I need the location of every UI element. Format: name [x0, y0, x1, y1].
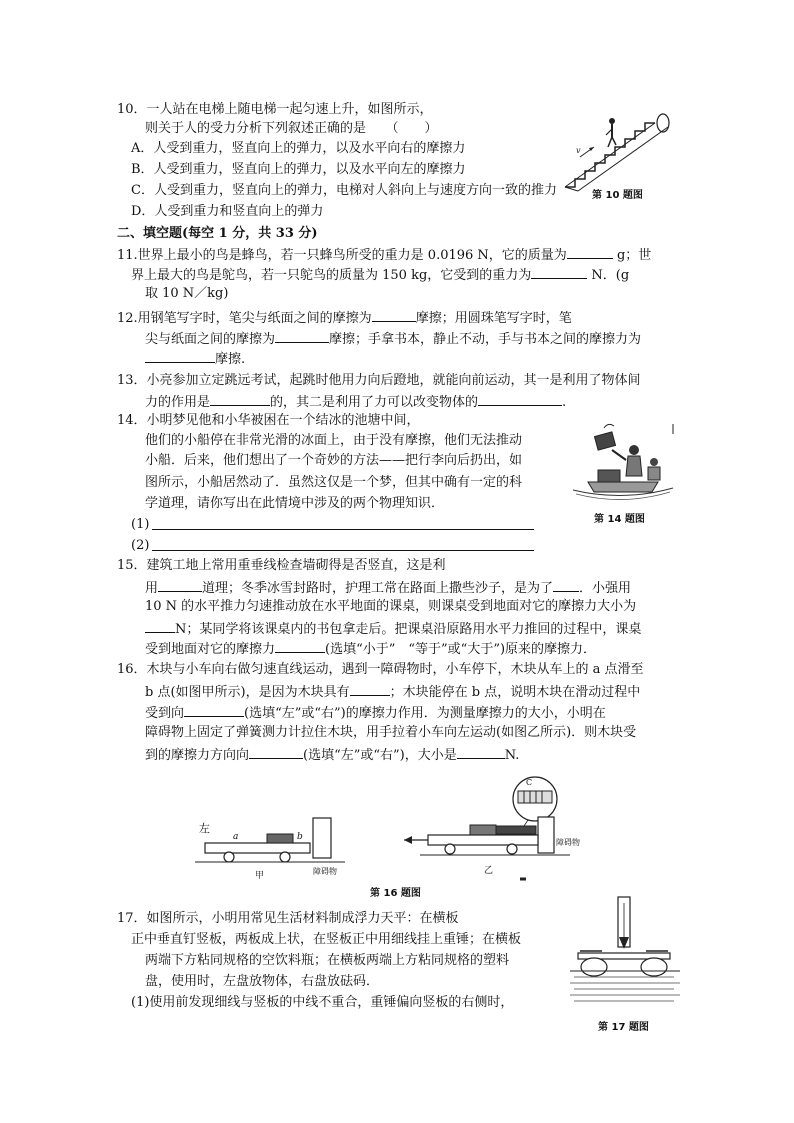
- q16-fig-obstacle2-label: 障碍物: [556, 838, 580, 847]
- q10-fig-v-label: v: [576, 146, 581, 155]
- q16-line1: 16．木块与小车向右做匀速直线运动，遇到一障碍物时，小车停下，木块从车上的 a 点滑至: [117, 662, 644, 677]
- q14-answer-2-label: (2): [131, 538, 150, 553]
- q12-line3-tail: 摩擦.: [215, 352, 246, 367]
- q14-answer-1-label: (1): [131, 517, 150, 532]
- q15-blank-4[interactable]: [275, 639, 325, 653]
- q17-balance-figure: [570, 893, 680, 1013]
- q15-line2-mid: 道理；冬季冰雪封路时，护理工常在路面上撒些沙子，是为了: [202, 581, 554, 596]
- q15-line5-text: 受到地面对它的摩擦力: [145, 642, 276, 657]
- q11-blank-mass[interactable]: [567, 245, 613, 259]
- q16-blank-4[interactable]: [457, 745, 505, 759]
- q16-fig-left-label: 左: [199, 822, 210, 835]
- q17-line5: (1)使用前发现细线与竖板的中线不重合，重锤偏向竖板的右侧时，: [131, 995, 514, 1010]
- q17-figure-caption: 第 17 题图: [598, 1022, 649, 1033]
- q14-figure-caption: 第 14 题图: [594, 514, 645, 525]
- q16-line3: [145, 703, 606, 723]
- q12-line1-text: 12.用钢笔写字时，笔尖与纸面之间的摩擦为: [117, 311, 372, 326]
- q16-figure-yi: [400, 775, 600, 885]
- q12-blank-3[interactable]: [145, 349, 215, 363]
- q11-blank-weight[interactable]: [531, 265, 587, 279]
- q14-answer-1-line[interactable]: [152, 528, 534, 530]
- q16-figure-caption: 第 16 题图: [370, 888, 421, 899]
- q12-line2-text: 尖与纸面之间的摩擦为: [145, 332, 276, 347]
- q12-blank-2[interactable]: [275, 329, 329, 343]
- q14-line1: 14．小明梦见他和小华被困在一个结冰的池塘中间，: [117, 413, 420, 428]
- q11-line3: 取 10 N／kg): [145, 286, 229, 301]
- q16-line2-text: b 点(如图甲所示)，是因为木块具有: [145, 685, 350, 700]
- q11-line1: [117, 245, 651, 265]
- q16-fig-b-label: b: [297, 832, 303, 842]
- q10-option-b: B．人受到重力，竖直向上的弹力，以及水平向左的摩擦力: [131, 162, 466, 177]
- q12-line2: [145, 329, 641, 349]
- q15-line5: [145, 639, 596, 659]
- q12-line3: [145, 349, 245, 369]
- q15-line5-tail: (选填“小于” “等于”或“大于”)原来的摩擦力．: [325, 642, 597, 657]
- q11-line2-tail: N．(g: [587, 268, 630, 283]
- q16-blank-1[interactable]: [350, 682, 390, 696]
- q15-blank-2[interactable]: [553, 578, 579, 592]
- q14-line5: 学道理，请你写出在此情境中涉及的两个物理知识．: [145, 496, 445, 511]
- q17-line1: 17．如图所示，小明用常见生活材料制成浮力天平：在横板: [117, 911, 459, 926]
- q15-line4-text: N；某同学将该课桌内的书包拿走后。把课桌沿原路用水平力推回的过程中，课桌: [175, 622, 642, 637]
- q16-fig-a-label: a: [233, 832, 239, 842]
- q16-line5: [145, 745, 519, 765]
- q16-figure-jia: [195, 810, 365, 880]
- q12-line2-tail: 摩擦；手拿书本，静止不动，手与书本之间的摩擦力为: [329, 332, 642, 347]
- q13-line2-text: 力的作用是: [145, 395, 211, 410]
- q17-line3: 两端下方粘同规格的空饮料瓶；在横板两端上方粘同规格的塑料: [145, 953, 510, 968]
- q15-line2-tail: ．小强用: [579, 581, 632, 596]
- q13-blank-1[interactable]: [210, 392, 270, 406]
- q16-blank-3[interactable]: [249, 745, 303, 759]
- q16-line5-text: 到的摩擦力方向向: [145, 748, 250, 763]
- q16-line3-tail: (选填“左”或“右”)的摩擦力作用．为测量摩擦力的大小，小明在: [244, 706, 606, 721]
- q14-answer-2-line[interactable]: [152, 549, 534, 551]
- q10-figure-caption: 第 10 题图: [592, 190, 643, 201]
- q10-option-d: D．人受到重力和竖直向上的弹力: [131, 204, 324, 219]
- q16-fig-obstacle-label: 障碍物: [313, 867, 337, 876]
- q12-line1: [117, 308, 572, 328]
- q16-blank-2[interactable]: [184, 703, 244, 717]
- q16-line2-tail: ；木块能停在 b 点，说明木块在滑动过程中: [389, 685, 641, 700]
- q17-line2: 正中垂直钉竖板，两板成上状，在竖板正中用细线挂上重锤；在横板: [131, 932, 522, 947]
- q10-escalator-figure: [560, 105, 680, 195]
- q10-option-c: C．人受到重力，竖直向上的弹力，电梯对人斜向上与速度方向一致的推力: [131, 183, 557, 198]
- q11-line2-text: 界上最大的鸟是鸵鸟，若一只鸵鸟的质量为 150 kg，它受到的重力为: [131, 268, 532, 283]
- q16-line5-mid: (选填“左”或“右”)，大小是: [303, 748, 457, 763]
- q14-line3: 小船．后来，他们想出了一个奇妙的方法——把行李向后扔出，如: [145, 453, 523, 468]
- svg-text:C: C: [526, 778, 533, 787]
- q13-line2-mid: 的，其二是利用了力可以改变物体的: [270, 395, 479, 410]
- q16-line4: 障碍物上固定了弹簧测力计拉住木块，用手拉着小车向左运动(如图乙所示)．则木块受: [145, 725, 637, 740]
- q11-line1-tail: g；世: [612, 248, 652, 263]
- q16-fig-yi-label: 乙: [484, 866, 494, 876]
- q13-line2: [145, 392, 566, 412]
- q16-fig-jia-label: 甲: [255, 871, 265, 880]
- q15-line2: [145, 578, 631, 598]
- q11-line1-text: 11.世界上最小的鸟是蜂鸟，若一只蜂鸟所受的重力是 0.0196 N，它的质量为: [117, 248, 567, 263]
- q15-blank-1[interactable]: [158, 578, 202, 592]
- q10-option-a: A．人受到重力，竖直向上的弹力，以及水平向右的摩擦力: [131, 141, 466, 156]
- q13-blank-2[interactable]: [478, 392, 562, 406]
- q15-line4: [145, 619, 641, 639]
- q17-line4: 盘，使用时，左盘放物体，右盘放砝码．: [145, 974, 380, 989]
- q15-line3: 10 N 的水平推力匀速推动放在水平地面的课桌，则课桌受到地面对它的摩擦力大小为: [145, 599, 637, 614]
- q12-blank-1[interactable]: [372, 308, 416, 322]
- q16-line5-tail: N.: [504, 748, 520, 763]
- q12-line1-tail: 摩擦；用圆珠笔写字时，笔: [415, 311, 572, 326]
- q14-line4: 图所示，小船居然动了．虽然这仅是一个梦，但其中确有一定的科: [145, 475, 523, 490]
- q15-blank-3[interactable]: [145, 619, 175, 633]
- q13-line2-tail: .: [562, 395, 567, 410]
- q11-line2: [131, 265, 629, 285]
- q15-line2-text: 用: [145, 581, 159, 596]
- q13-line1: 13．小亮参加立定跳远考试，起跳时他用力向后蹬地，就能向前运动，其一是利用了物体间: [117, 373, 641, 388]
- q16-line3-text: 受到向: [145, 706, 185, 721]
- q15-line1: 15．建筑工地上常用重垂线检查墙砌得是否竖直，这是利: [117, 558, 446, 573]
- q14-boat-figure: [568, 420, 678, 505]
- q10-stem-line2: 则关于人的受力分析下列叙述正确的是 （ ）: [145, 121, 438, 136]
- q16-line2: [145, 682, 640, 702]
- q14-line2: 他们的小船停在非常光滑的冰面上，由于没有摩擦，他们无法推动: [145, 433, 523, 448]
- section-2-heading: 二、填空题(每空 1 分，共 33 分): [117, 226, 318, 241]
- q10-stem-line1: 10．一人站在电梯上随电梯一起匀速上升，如图所示，: [117, 102, 433, 117]
